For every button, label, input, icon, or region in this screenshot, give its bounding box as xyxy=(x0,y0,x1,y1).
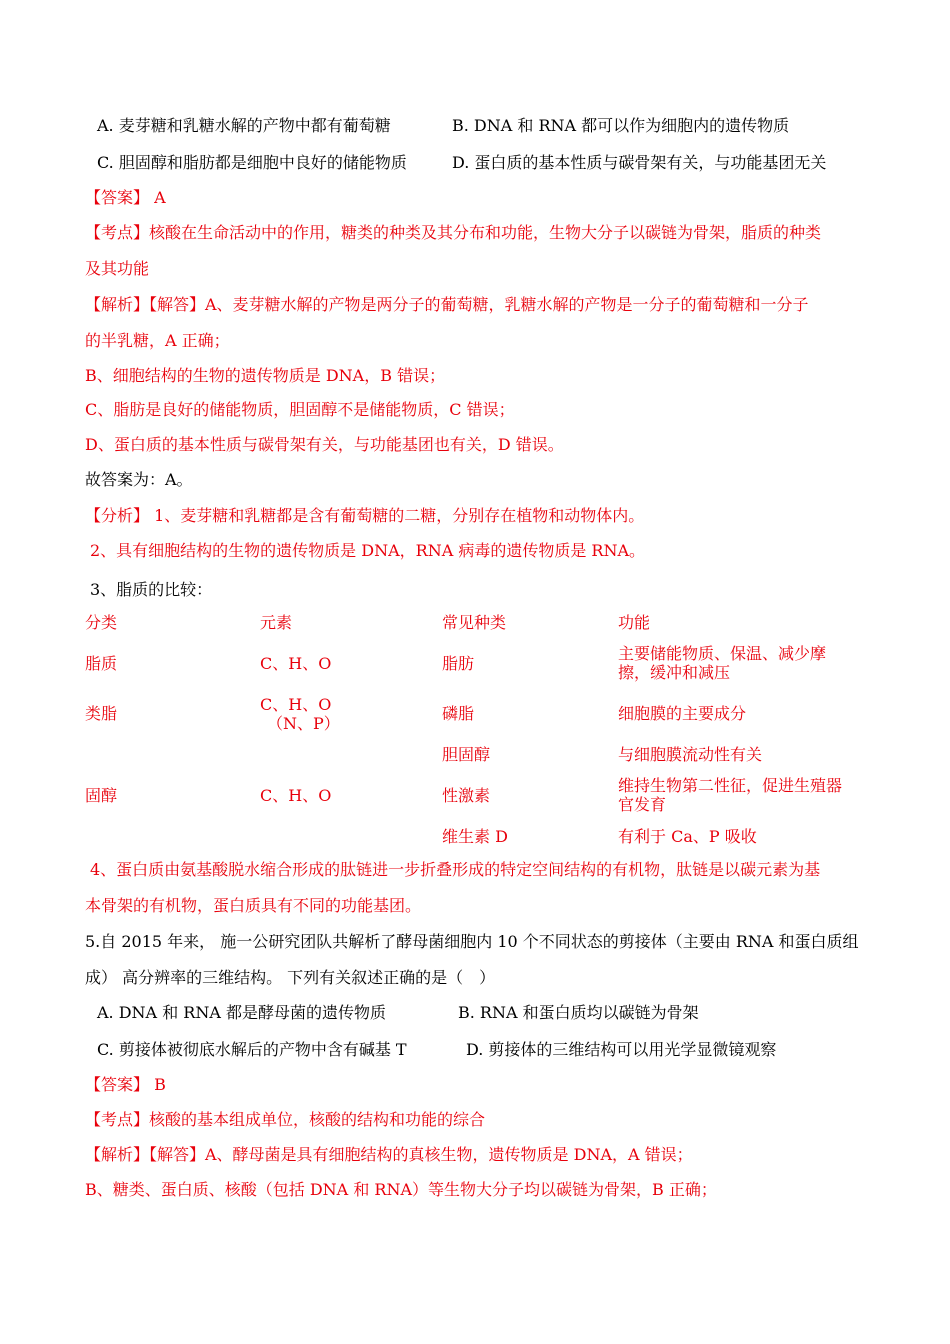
q5-stem-line2: 成） 高分辨率的三维结构。 下列有关叙述正确的是（ ） xyxy=(85,968,496,987)
table-cell-kind: 磷脂 xyxy=(442,704,475,723)
q5-kaodian: 【考点】核酸的基本组成单位，核酸的结构和功能的综合 xyxy=(85,1110,486,1129)
q5-option-a: A. DNA 和 RNA 都是酵母菌的遗传物质 xyxy=(97,1003,386,1022)
table-cell-kind: 性激素 xyxy=(442,786,491,805)
table-cell-class: 脂质 xyxy=(85,654,118,673)
table-cell-element: （N、P） xyxy=(267,714,340,733)
q5-jiexi-a: 【解析】【解答】A、酵母菌是具有细胞结构的真核生物，遗传物质是 DNA，A 错误； xyxy=(85,1145,693,1164)
q4-jiexi-c: C、脂肪是良好的储能物质，胆固醇不是储能物质，C 错误； xyxy=(85,400,515,419)
q4-conclusion: 故答案为：A。 xyxy=(85,470,193,489)
q4-jiexi-line1: 【解析】【解答】A、麦芽糖水解的产物是两分子的葡萄糖，乳糖水解的产物是一分子的葡萄糖和一分子 xyxy=(85,295,809,314)
q5-option-c: C. 剪接体被彻底水解后的产物中含有碱基 T xyxy=(97,1040,407,1059)
q4-option-c: C. 胆固醇和脂肪都是细胞中良好的储能物质 xyxy=(97,153,407,172)
table-header-kind: 常见种类 xyxy=(442,613,507,632)
table-cell-element: C、H、O xyxy=(260,654,332,673)
q4-fenxi-3: 3、脂质的比较： xyxy=(90,580,213,599)
table-header-function: 功能 xyxy=(618,613,651,632)
q4-fenxi-4-line1: 4、蛋白质由氨基酸脱水缩合形成的肽链进一步折叠形成的特定空间结构的有机物，肽链是以碳元素为基 xyxy=(90,860,821,879)
table-cell-kind: 胆固醇 xyxy=(442,745,491,764)
table-cell-function: 主要储能物质、保温、减少摩 xyxy=(618,644,827,663)
q5-option-b: B. RNA 和蛋白质均以碳链为骨架 xyxy=(458,1003,699,1022)
table-cell-function: 擦，缓冲和减压 xyxy=(618,663,731,682)
table-cell-element: C、H、O xyxy=(260,786,332,805)
table-cell-element: C、H、O xyxy=(260,695,332,714)
q4-answer: 【答案】 A xyxy=(85,188,166,207)
table-cell-function: 维持生物第二性征，促进生殖器 xyxy=(618,776,843,795)
table-header-class: 分类 xyxy=(85,613,118,632)
q4-option-a: A. 麦芽糖和乳糖水解的产物中都有葡萄糖 xyxy=(97,116,391,135)
table-cell-class: 固醇 xyxy=(85,786,118,805)
table-header-element: 元素 xyxy=(260,613,293,632)
table-cell-class: 类脂 xyxy=(85,704,118,723)
q4-kaodian-line2: 及其功能 xyxy=(85,259,150,278)
q4-jiexi-line2: 的半乳糖，A 正确； xyxy=(85,331,230,350)
table-cell-function: 与细胞膜流动性有关 xyxy=(618,745,763,764)
q4-jiexi-b: B、细胞结构的生物的遗传物质是 DNA，B 错误； xyxy=(85,366,446,385)
q5-answer: 【答案】 B xyxy=(85,1075,166,1094)
q4-fenxi-4-line2: 本骨架的有机物，蛋白质具有不同的功能基团。 xyxy=(85,896,422,915)
q4-kaodian-line1: 【考点】核酸在生命活动中的作用，糖类的种类及其分布和功能，生物大分子以碳链为骨架，脂质的种类 xyxy=(85,223,822,242)
q4-fenxi-1: 【分析】 1、麦芽糖和乳糖都是含有葡萄糖的二糖，分别存在植物和动物体内。 xyxy=(85,506,645,525)
q4-option-b: B. DNA 和 RNA 都可以作为细胞内的遗传物质 xyxy=(452,116,790,135)
q4-option-d: D. 蛋白质的基本性质与碳骨架有关，与功能基团无关 xyxy=(452,153,827,172)
q5-jiexi-b: B、糖类、蛋白质、核酸（包括 DNA 和 RNA）等生物大分子均以碳链为骨架，B 正确； xyxy=(85,1180,717,1199)
table-cell-function: 细胞膜的主要成分 xyxy=(618,704,747,723)
table-cell-kind: 维生素 D xyxy=(442,827,508,846)
q5-option-d: D. 剪接体的三维结构可以用光学显微镜观察 xyxy=(466,1040,777,1059)
table-cell-kind: 脂肪 xyxy=(442,654,475,673)
table-cell-function: 官发育 xyxy=(618,795,667,814)
q4-fenxi-2: 2、具有细胞结构的生物的遗传物质是 DNA，RNA 病毒的遗传物质是 RNA。 xyxy=(90,541,646,560)
table-cell-function: 有利于 Ca、P 吸收 xyxy=(618,827,757,846)
q5-stem-line1: 5.自 2015 年来， 施一公研究团队共解析了酵母菌细胞内 10 个不同状态的剪接体（主要由 RNA 和蛋白质组 xyxy=(85,932,859,951)
q4-jiexi-d: D、蛋白质的基本性质与碳骨架有关，与功能基团也有关，D 错误。 xyxy=(85,435,564,454)
